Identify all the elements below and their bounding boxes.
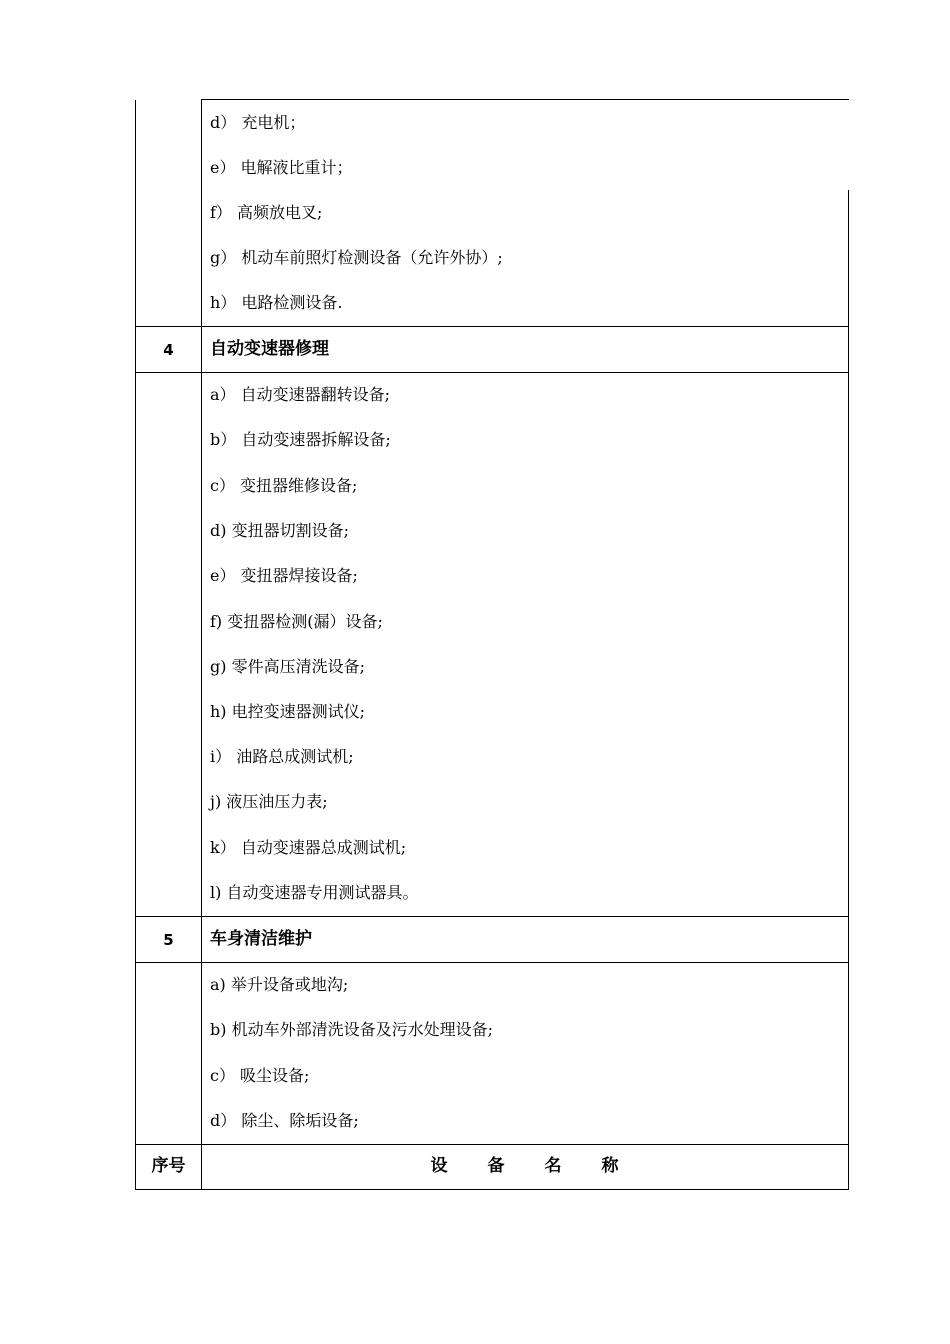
list-item: c） 吸尘设备; [210, 1066, 310, 1085]
list-item: b) 机动车外部清洗设备及污水处理设备; [210, 1020, 493, 1039]
list-item: i） 油路总成测试机; [210, 747, 354, 766]
row-number: 5 [163, 931, 174, 949]
category-title: 自动变速器修理 [210, 339, 329, 359]
list-item: k） 自动变速器总成测试机; [210, 838, 407, 857]
category-title: 车身清洁维护 [210, 929, 312, 949]
row-divider-4-top [135, 326, 849, 327]
table-bottom-border [135, 1189, 849, 1190]
row-divider-5-top [135, 916, 849, 917]
row-divider-5-bottom [135, 962, 849, 963]
list-item: h) 电控变速器测试仪; [210, 702, 366, 721]
list-item: f) 变扭器检测(漏）设备; [210, 612, 383, 631]
row-number: 4 [163, 341, 174, 359]
list-item: e） 电解液比重计； [210, 158, 353, 177]
list-item: l) 自动变速器专用测试器具。 [210, 883, 419, 902]
list-item: g） 机动车前照灯检测设备（允许外协）; [210, 248, 503, 267]
column-header-number: 序号 [151, 1156, 186, 1176]
list-item: a） 自动变速器翻转设备; [210, 385, 391, 404]
table-top-border [201, 99, 849, 100]
list-item: d） 充电机； [210, 113, 306, 132]
list-item: b） 自动变速器拆解设备; [210, 430, 391, 449]
row-divider-footer-top [135, 1144, 849, 1145]
list-item: e） 变扭器焊接设备; [210, 566, 358, 585]
table-column-divider [201, 100, 202, 1190]
list-item: j) 液压油压力表; [210, 792, 328, 811]
row-divider-4-bottom [135, 372, 849, 373]
list-item: g) 零件高压清洗设备; [210, 657, 365, 676]
list-item: f） 高频放电叉; [210, 203, 323, 222]
list-item: d） 除尘、除垢设备; [210, 1111, 359, 1130]
table-right-border [848, 190, 849, 1190]
list-item: d) 变扭器切割设备; [210, 521, 349, 540]
table-left-border [135, 100, 136, 1190]
list-item: c） 变扭器维修设备; [210, 476, 358, 495]
column-header-name: 设备名称 [430, 1156, 659, 1176]
list-item: a) 举升设备或地沟; [210, 975, 349, 994]
list-item: h） 电路检测设备. [210, 293, 343, 312]
